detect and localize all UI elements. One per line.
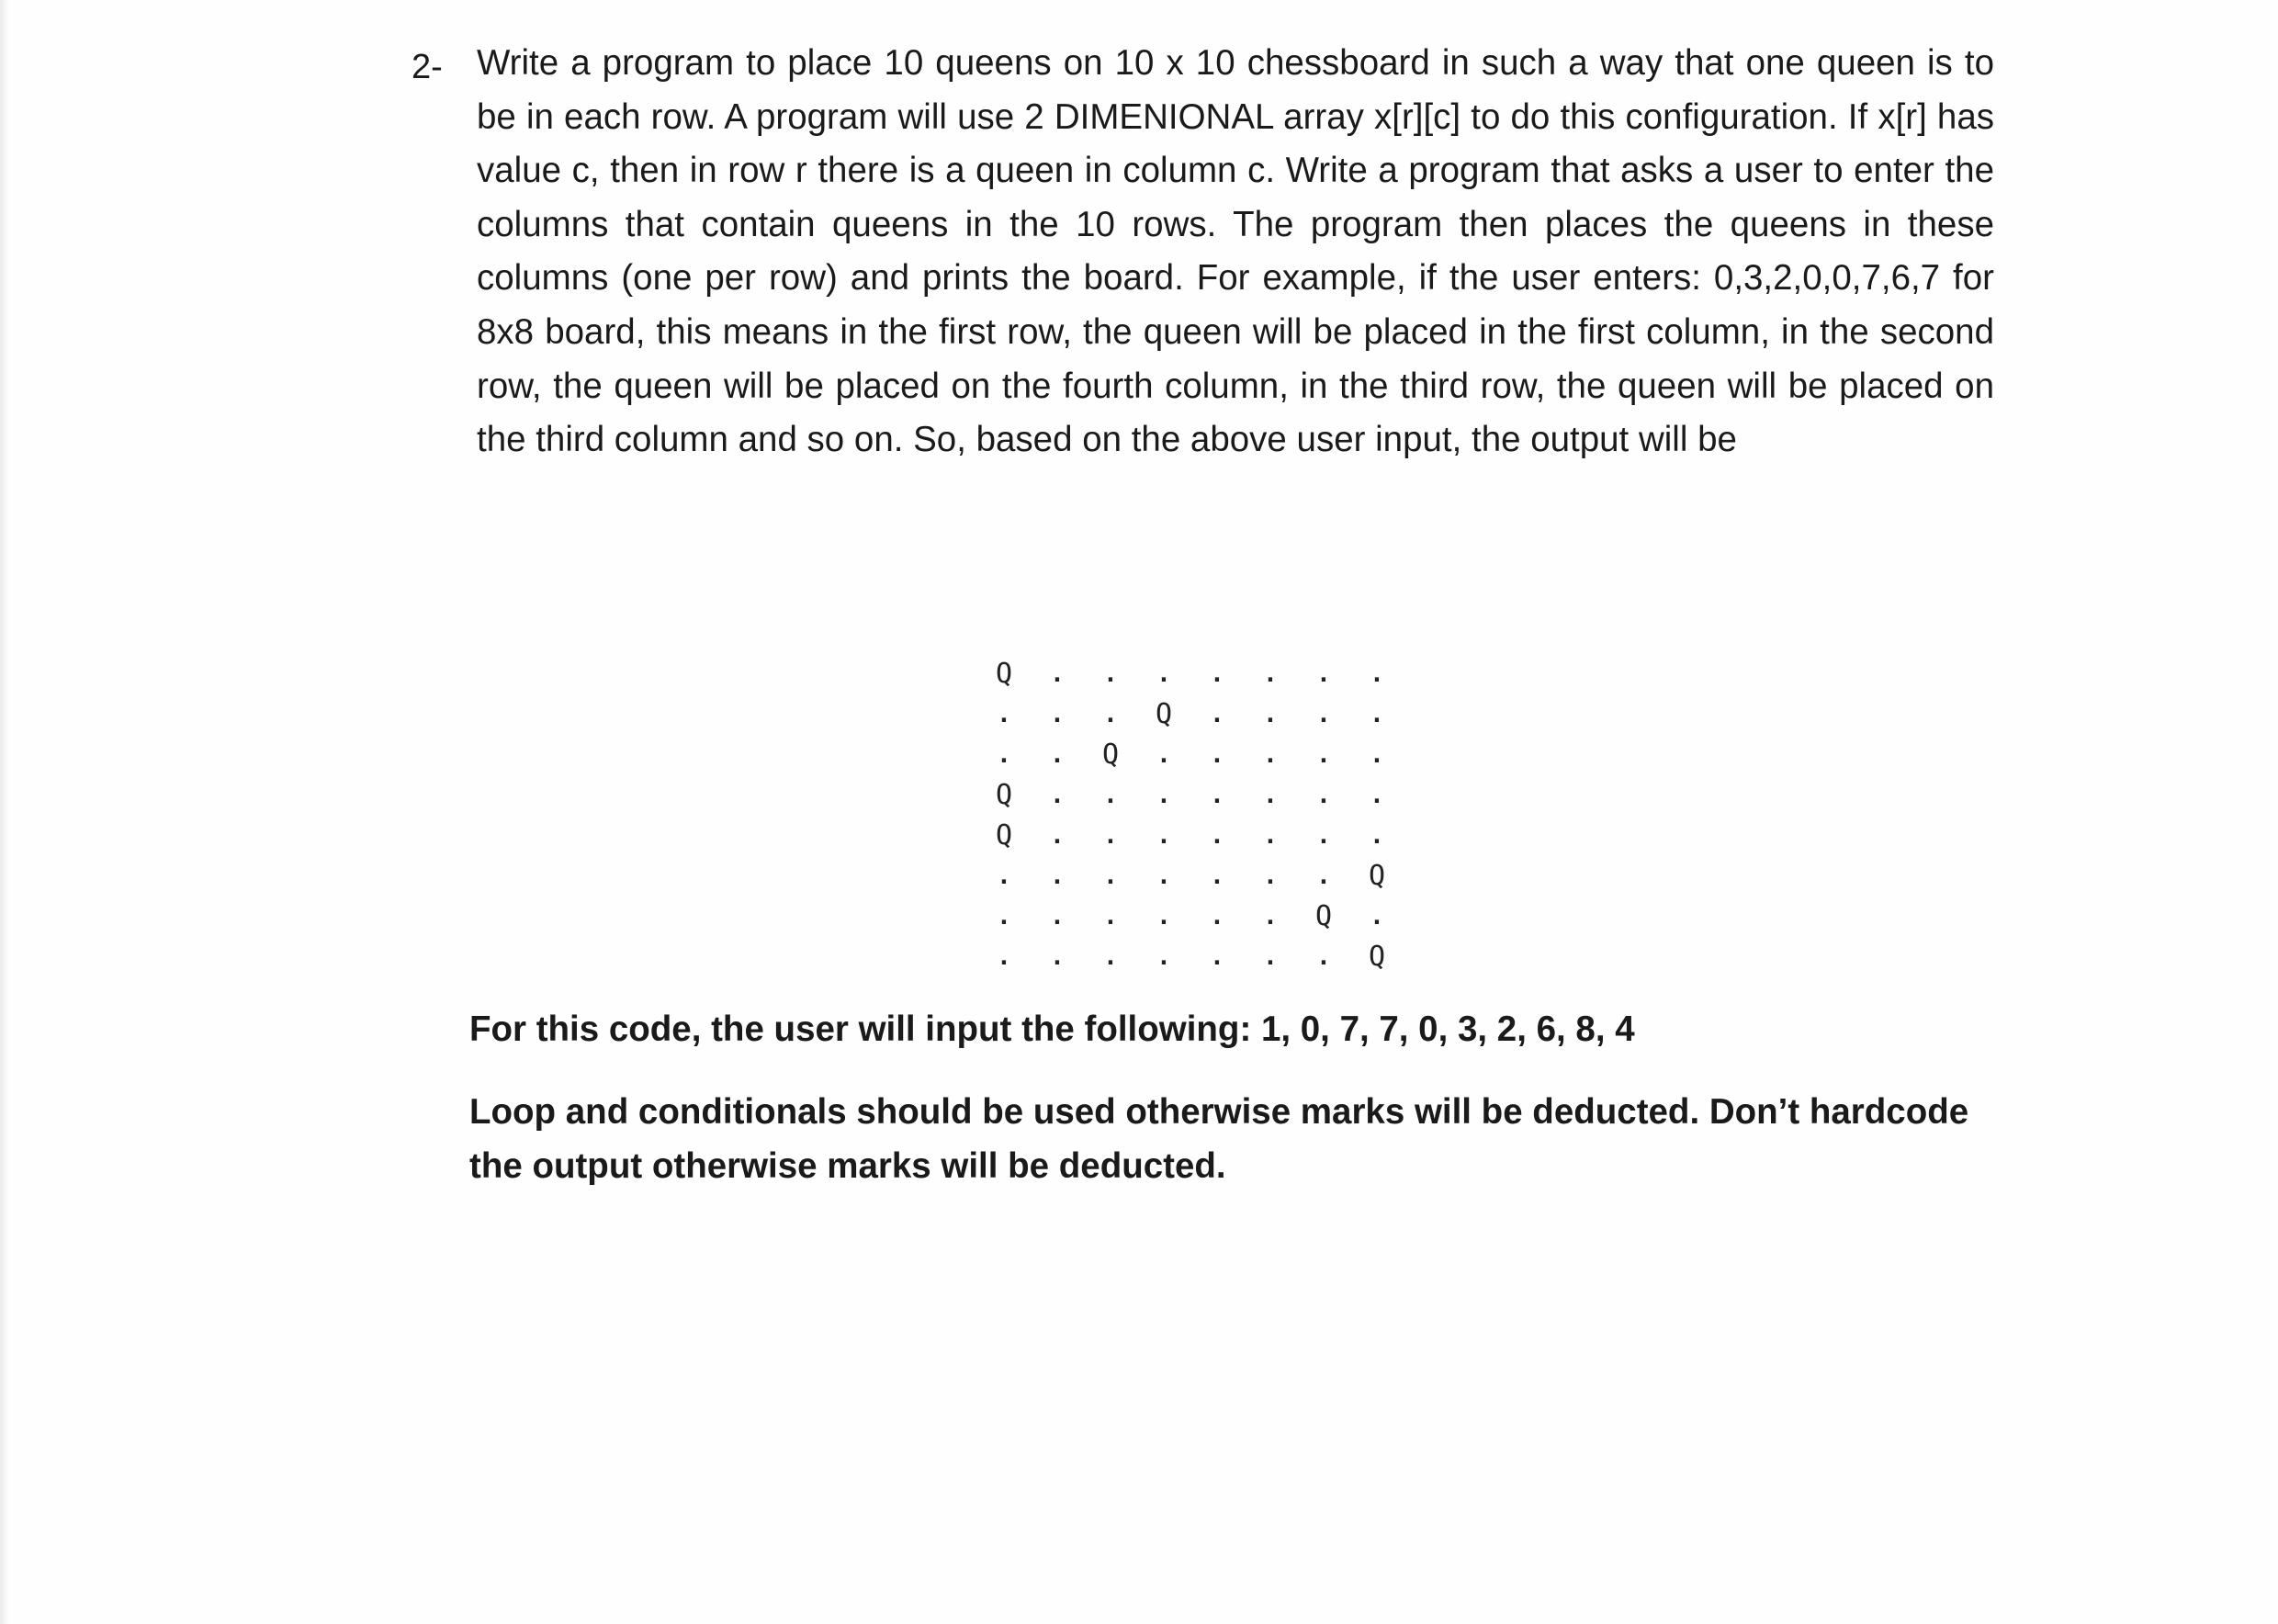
user-input-instruction: For this code, the user will input the following: 1, 0, 7, 7, 0, 3, 2, 6, 8, 4 <box>469 1009 1635 1049</box>
empty-cell: . <box>1263 822 1278 850</box>
board-row <box>977 654 1418 694</box>
empty-cell: . <box>1316 701 1331 728</box>
empty-cell: . <box>1316 741 1331 769</box>
empty-cell: . <box>1263 660 1278 688</box>
empty-cell: . <box>997 741 1011 769</box>
empty-cell: . <box>1103 943 1118 971</box>
board-row <box>977 937 1418 977</box>
empty-cell: . <box>1316 943 1331 971</box>
empty-cell: . <box>1210 741 1224 769</box>
queen-cell: Q <box>1368 860 1386 892</box>
empty-cell: . <box>1050 863 1065 890</box>
empty-cell: . <box>997 701 1011 728</box>
grading-note-line-2: the output otherwise marks will be deducted. <box>469 1145 1226 1186</box>
empty-cell: . <box>1316 660 1331 688</box>
empty-cell: . <box>1210 943 1224 971</box>
empty-cell: . <box>1370 741 1384 769</box>
empty-cell: . <box>1103 701 1118 728</box>
empty-cell: . <box>1263 741 1278 769</box>
empty-cell: . <box>1370 822 1384 850</box>
empty-cell: . <box>1103 782 1118 809</box>
queen-cell: Q <box>1101 739 1120 771</box>
queen-cell: Q <box>1314 900 1333 932</box>
queens-board-output <box>977 654 1418 985</box>
empty-cell: . <box>1103 822 1118 850</box>
empty-cell: . <box>1050 943 1065 971</box>
empty-cell: . <box>997 863 1011 890</box>
empty-cell: . <box>1103 863 1118 890</box>
board-row <box>977 735 1418 775</box>
question-number: 2- <box>412 48 443 86</box>
empty-cell: . <box>1210 863 1224 890</box>
board-row <box>977 897 1418 937</box>
empty-cell: . <box>1316 822 1331 850</box>
empty-cell: . <box>1263 782 1278 809</box>
grading-note-line-1: Loop and conditionals should be used otherwise marks will be deducted. Don’t hardcode <box>469 1092 1969 1132</box>
empty-cell: . <box>1156 822 1171 850</box>
question-text <box>477 37 1994 468</box>
board-row <box>977 856 1418 897</box>
empty-cell: . <box>1210 822 1224 850</box>
empty-cell: . <box>1156 741 1171 769</box>
empty-cell: . <box>1316 863 1331 890</box>
empty-cell: . <box>1370 782 1384 809</box>
grading-note <box>469 1086 2031 1193</box>
scan-edge-shadow <box>0 0 9 1624</box>
empty-cell: . <box>997 943 1011 971</box>
empty-cell: . <box>1156 863 1171 890</box>
empty-cell: . <box>1050 782 1065 809</box>
empty-cell: . <box>1156 660 1171 688</box>
empty-cell: . <box>1050 660 1065 688</box>
empty-cell: . <box>1050 701 1065 728</box>
queen-cell: Q <box>1155 698 1173 730</box>
empty-cell: . <box>1050 741 1065 769</box>
empty-cell: . <box>1103 903 1118 930</box>
empty-cell: . <box>997 903 1011 930</box>
queen-cell: Q <box>995 819 1013 851</box>
empty-cell: . <box>1316 782 1331 809</box>
empty-cell: . <box>1370 660 1384 688</box>
queen-cell: Q <box>995 658 1013 690</box>
queen-cell: Q <box>1368 941 1386 973</box>
empty-cell: . <box>1263 701 1278 728</box>
empty-cell: . <box>1210 903 1224 930</box>
empty-cell: . <box>1050 822 1065 850</box>
empty-cell: . <box>1370 701 1384 728</box>
empty-cell: . <box>1156 782 1171 809</box>
empty-cell: . <box>1263 863 1278 890</box>
empty-cell: . <box>1210 782 1224 809</box>
board-row <box>977 775 1418 816</box>
empty-cell: . <box>1210 660 1224 688</box>
empty-cell: . <box>1370 903 1384 930</box>
empty-cell: . <box>1156 903 1171 930</box>
empty-cell: . <box>1050 903 1065 930</box>
empty-cell: . <box>1263 943 1278 971</box>
empty-cell: . <box>1103 660 1118 688</box>
empty-cell: . <box>1156 943 1171 971</box>
board-row <box>977 816 1418 856</box>
board-row <box>977 694 1418 735</box>
question-paragraph: Write a program to place 10 queens on 10 x 10 chessboard in such a way that one queen is to be in each row. A program will use 2 DIMENIONAL array x[r][c] to do this configuration. If x[r] has value c, then in row r there is a queen in column c. Write a program that asks a user to enter the columns that contain queens in the 10 rows. The program then places the queens in these columns (one per row) and prints the board. For example, if the user enters: 0,3,2,0,0,7,6,7 for 8x8 board, this means in the first row, the queen will be placed in the first column, in the second row, the queen will be placed on the fourth column, in the third row, the queen will be placed on the third column and so on. So, based on the above user input, the output will be <box>477 43 1994 460</box>
empty-cell: . <box>1263 903 1278 930</box>
queen-cell: Q <box>995 779 1013 811</box>
empty-cell: . <box>1210 701 1224 728</box>
